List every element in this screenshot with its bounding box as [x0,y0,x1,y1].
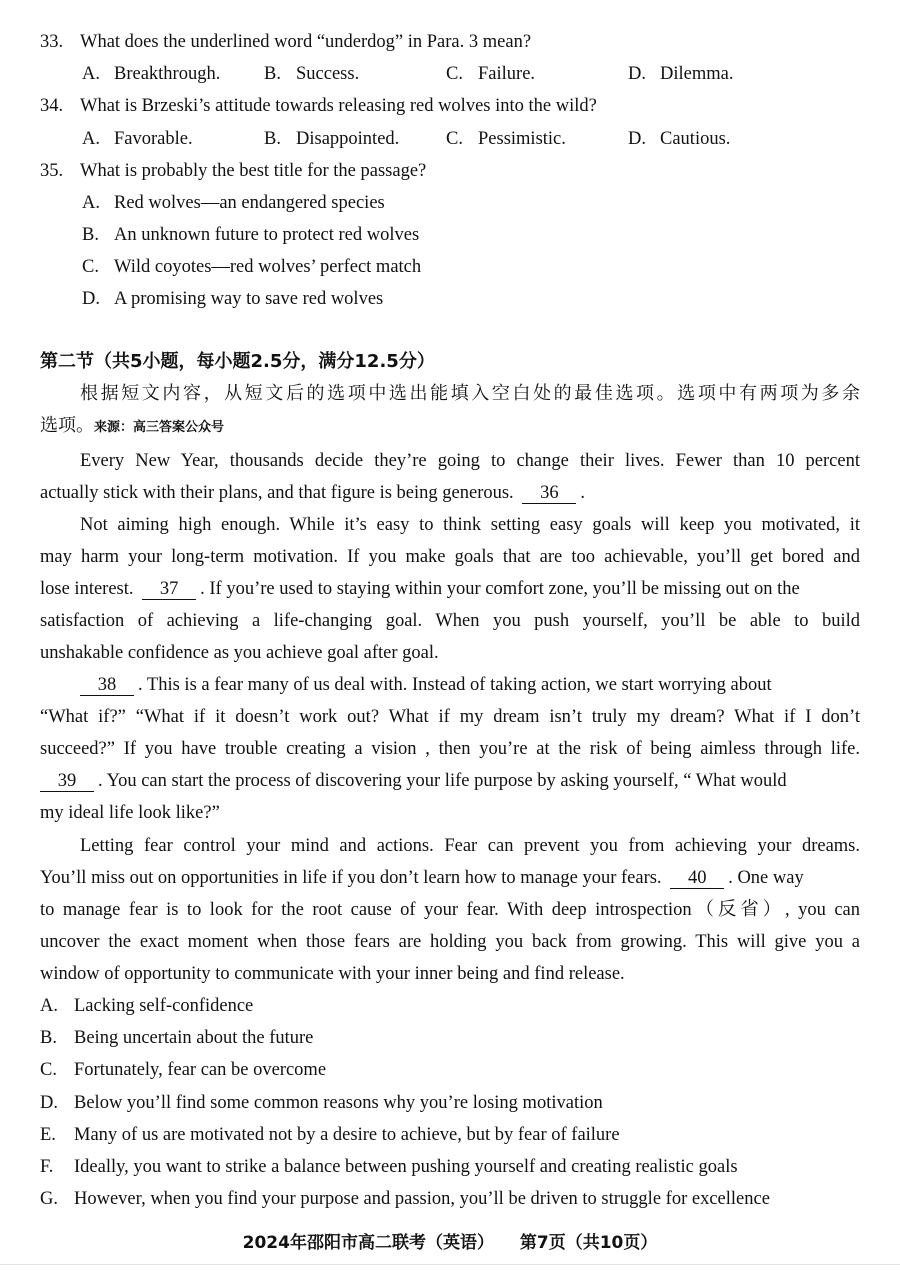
question-34 [40,94,860,118]
blank-38[interactable]: 38 [80,675,134,696]
passage-line: You’ll miss out on opportunities in life if you don’t learn how to manage your fears. 40 . One way [40,868,804,888]
page-number: 第7页（共10页） [519,1233,658,1253]
option-c: C. Wild coyotes—red wolves’ perfect match [82,257,422,277]
passage-line: “What if?” “What if it doesn’t work out? What if my dream isn’t truly my dream? What if I don’t [40,707,860,727]
passage-line: my ideal life look like?” [40,803,220,823]
passage-line: satisfaction of achieving a life-changing goal. When you push yourself, you’ll be able to build [40,611,860,631]
answer-option-d: D. Below you’ll find some common reasons why you’re losing motivation [40,1093,603,1113]
answer-option-a: A. Lacking self-confidence [40,996,254,1016]
blank-40[interactable]: 40 [670,868,724,889]
page-edge-divider [0,1264,900,1265]
question-number: 34. [40,96,64,116]
answer-option-g: G. However, when you find your purpose and passion, you’ll be driven to struggle for excellence [40,1189,770,1209]
option-a: A. Red wolves—an endangered species [82,193,385,213]
exam-title: 2024年邵阳市高二联考（英语） [242,1233,494,1253]
option-c: C. Pessimistic. [446,129,566,149]
option-d: D. A promising way to save red wolves [82,289,384,309]
section-instruction-cont: 选项。来源：高三答案公众号 [40,415,225,436]
option-d: D. Cautious. [628,129,731,149]
blank-37[interactable]: 37 [142,579,196,600]
passage-line: 38 . This is a fear many of us deal with. Instead of taking action, we start worrying about [40,673,860,697]
option-a: A. Breakthrough. [82,64,221,84]
passage-line: 39 . You can start the process of discovering your life purpose by asking yourself, “ What would [40,769,860,793]
question-number: 35. [40,161,64,181]
passage-line: window of opportunity to communicate with your inner being and find release. [40,964,625,984]
blank-39[interactable]: 39 [40,771,94,792]
option-b: B. Disappointed. [264,129,400,149]
passage-line: actually stick with their plans, and that figure is being generous. 36 . [40,483,585,503]
page-footer [0,1228,900,1253]
answer-option-f: F. Ideally, you want to strike a balance between pushing yourself and creating realistic goals [40,1157,738,1177]
answer-option-c: C. Fortunately, fear can be overcome [40,1060,327,1080]
question-33 [40,30,860,54]
passage-line: uncover the exact moment when those fears are holding you back from growing. This will give you a [40,932,860,952]
option-d: D. Dilemma. [628,64,734,84]
question-stem: What is probably the best title for the passage? [80,161,427,181]
answer-option-e: E. Many of us are motivated not by a desire to achieve, but by fear of failure [40,1125,620,1145]
passage-line: succeed?” If you have trouble creating a vision , then you’re at the risk of being aimless through life. [40,739,860,759]
source-note: 来源：高三答案公众号 [94,420,225,435]
option-c: C. Failure. [446,64,536,84]
question-stem: What is Brzeski’s attitude towards releasing red wolves into the wild? [80,96,597,116]
question-number: 33. [40,32,64,52]
blank-36[interactable]: 36 [522,483,576,504]
section-heading: 第二节（共5小题，每小题2.5分，满分12.5分） [40,351,435,372]
answer-option-b: B. Being uncertain about the future [40,1028,314,1048]
passage-line: lose interest. 37 . If you’re used to staying within your comfort zone, you’ll be missing out on the [40,579,800,599]
passage-line: may harm your long-term motivation. If you make goals that are too achievable, you’ll get bored and [40,547,860,567]
passage-line: to manage fear is to look for the root cause of your fear. With deep introspection（反省）, you can [40,900,860,920]
question-35 [40,159,860,183]
option-b: B. Success. [264,64,360,84]
passage-line: Every New Year, thousands decide they’re going to change their lives. Fewer than 10 percent [80,451,860,471]
section-instruction: 根据短文内容，从短文后的选项中选出能填入空白处的最佳选项。选项中有两项为多余 [80,383,860,404]
passage-line: Not aiming high enough. While it’s easy to think setting easy goals will keep you motivated, it [80,515,860,535]
passage-line: unshakable confidence as you achieve goal after goal. [40,643,439,663]
option-b: B. An unknown future to protect red wolves [82,225,420,245]
option-a: A. Favorable. [82,129,193,149]
passage-line: Letting fear control your mind and actions. Fear can prevent you from achieving your dreams. [80,836,860,856]
question-stem: What does the underlined word “underdog” in Para. 3 mean? [80,32,532,52]
